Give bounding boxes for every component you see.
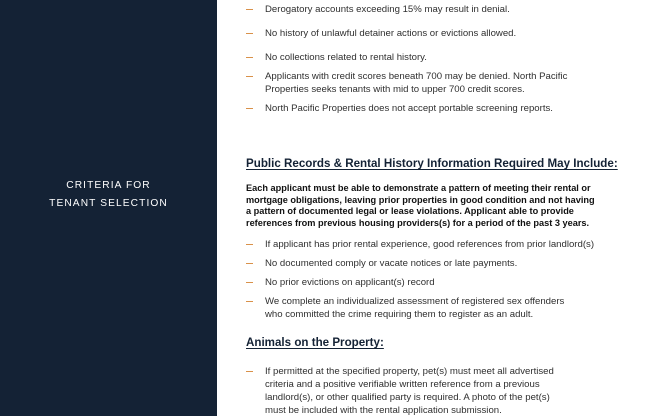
public-records-heading: Public Records & Rental History Information Required May Include: <box>246 157 618 170</box>
list-item-text: who committed the crime requiring them to register as an adult. <box>265 309 534 320</box>
list-item-text: criteria and a positive verifiable written reference from a previous <box>265 379 540 390</box>
public-records-paragraph <box>246 183 636 229</box>
sidebar-title-line-1: CRITERIA FOR <box>66 180 151 191</box>
paragraph-line: mortgage obligations, leaving prior properties in good condition and not having <box>246 194 595 205</box>
dash-bullet-icon <box>246 57 253 58</box>
list-item-text: No prior evictions on applicant(s) record <box>265 277 435 288</box>
sidebar <box>0 0 217 416</box>
list-item-text: must be included with the rental application submission. <box>265 405 502 416</box>
paragraph-line: Each applicant must be able to demonstrate a pattern of meeting their rental or <box>246 183 591 193</box>
dash-bullet-icon <box>246 282 253 283</box>
paragraph-line: a pattern of documented legal or lease violations. Applicant able to provide <box>246 206 574 216</box>
list-item-text: No history of unlawful detainer actions or evictions allowed. <box>265 28 517 39</box>
dash-bullet-icon <box>246 33 253 34</box>
dash-bullet-icon <box>246 371 253 372</box>
dash-bullet-icon <box>246 76 253 77</box>
dash-bullet-icon <box>246 301 253 302</box>
list-item-text: Derogatory accounts exceeding 15% may result in denial. <box>265 4 510 15</box>
list-item-text: We complete an individualized assessment of registered sex offenders <box>265 296 565 307</box>
list-item-text: Properties seeks tenants with mid to upper 700 credit scores. <box>265 84 525 95</box>
sidebar-title-line-2: TENANT SELECTION <box>49 198 168 209</box>
main-content <box>246 0 641 416</box>
list-item-text: North Pacific Properties does not accept portable screening reports. <box>265 103 553 114</box>
list-item-text: landlord(s), or other qualified party is required. A photo of the pet(s) <box>265 392 550 403</box>
paragraph-line: references from previous housing providers(s) for a period of the past 3 years. <box>246 217 590 228</box>
list-item-text: No collections related to rental history. <box>265 52 427 63</box>
sidebar-title <box>0 177 217 213</box>
list-item-text: Applicants with credit scores beneath 700 may be denied. North Pacific <box>265 71 568 82</box>
dash-bullet-icon <box>246 263 253 264</box>
dash-bullet-icon <box>246 9 253 10</box>
dash-bullet-icon <box>246 108 253 109</box>
list-item-text: If permitted at the specified property, pet(s) must meet all advertised <box>265 366 554 377</box>
list-item-text: No documented comply or vacate notices or late payments. <box>265 258 518 269</box>
animals-heading: Animals on the Property: <box>246 336 384 349</box>
dash-bullet-icon <box>246 244 253 245</box>
list-item-text: If applicant has prior rental experience, good references from prior landlord(s) <box>265 239 595 250</box>
